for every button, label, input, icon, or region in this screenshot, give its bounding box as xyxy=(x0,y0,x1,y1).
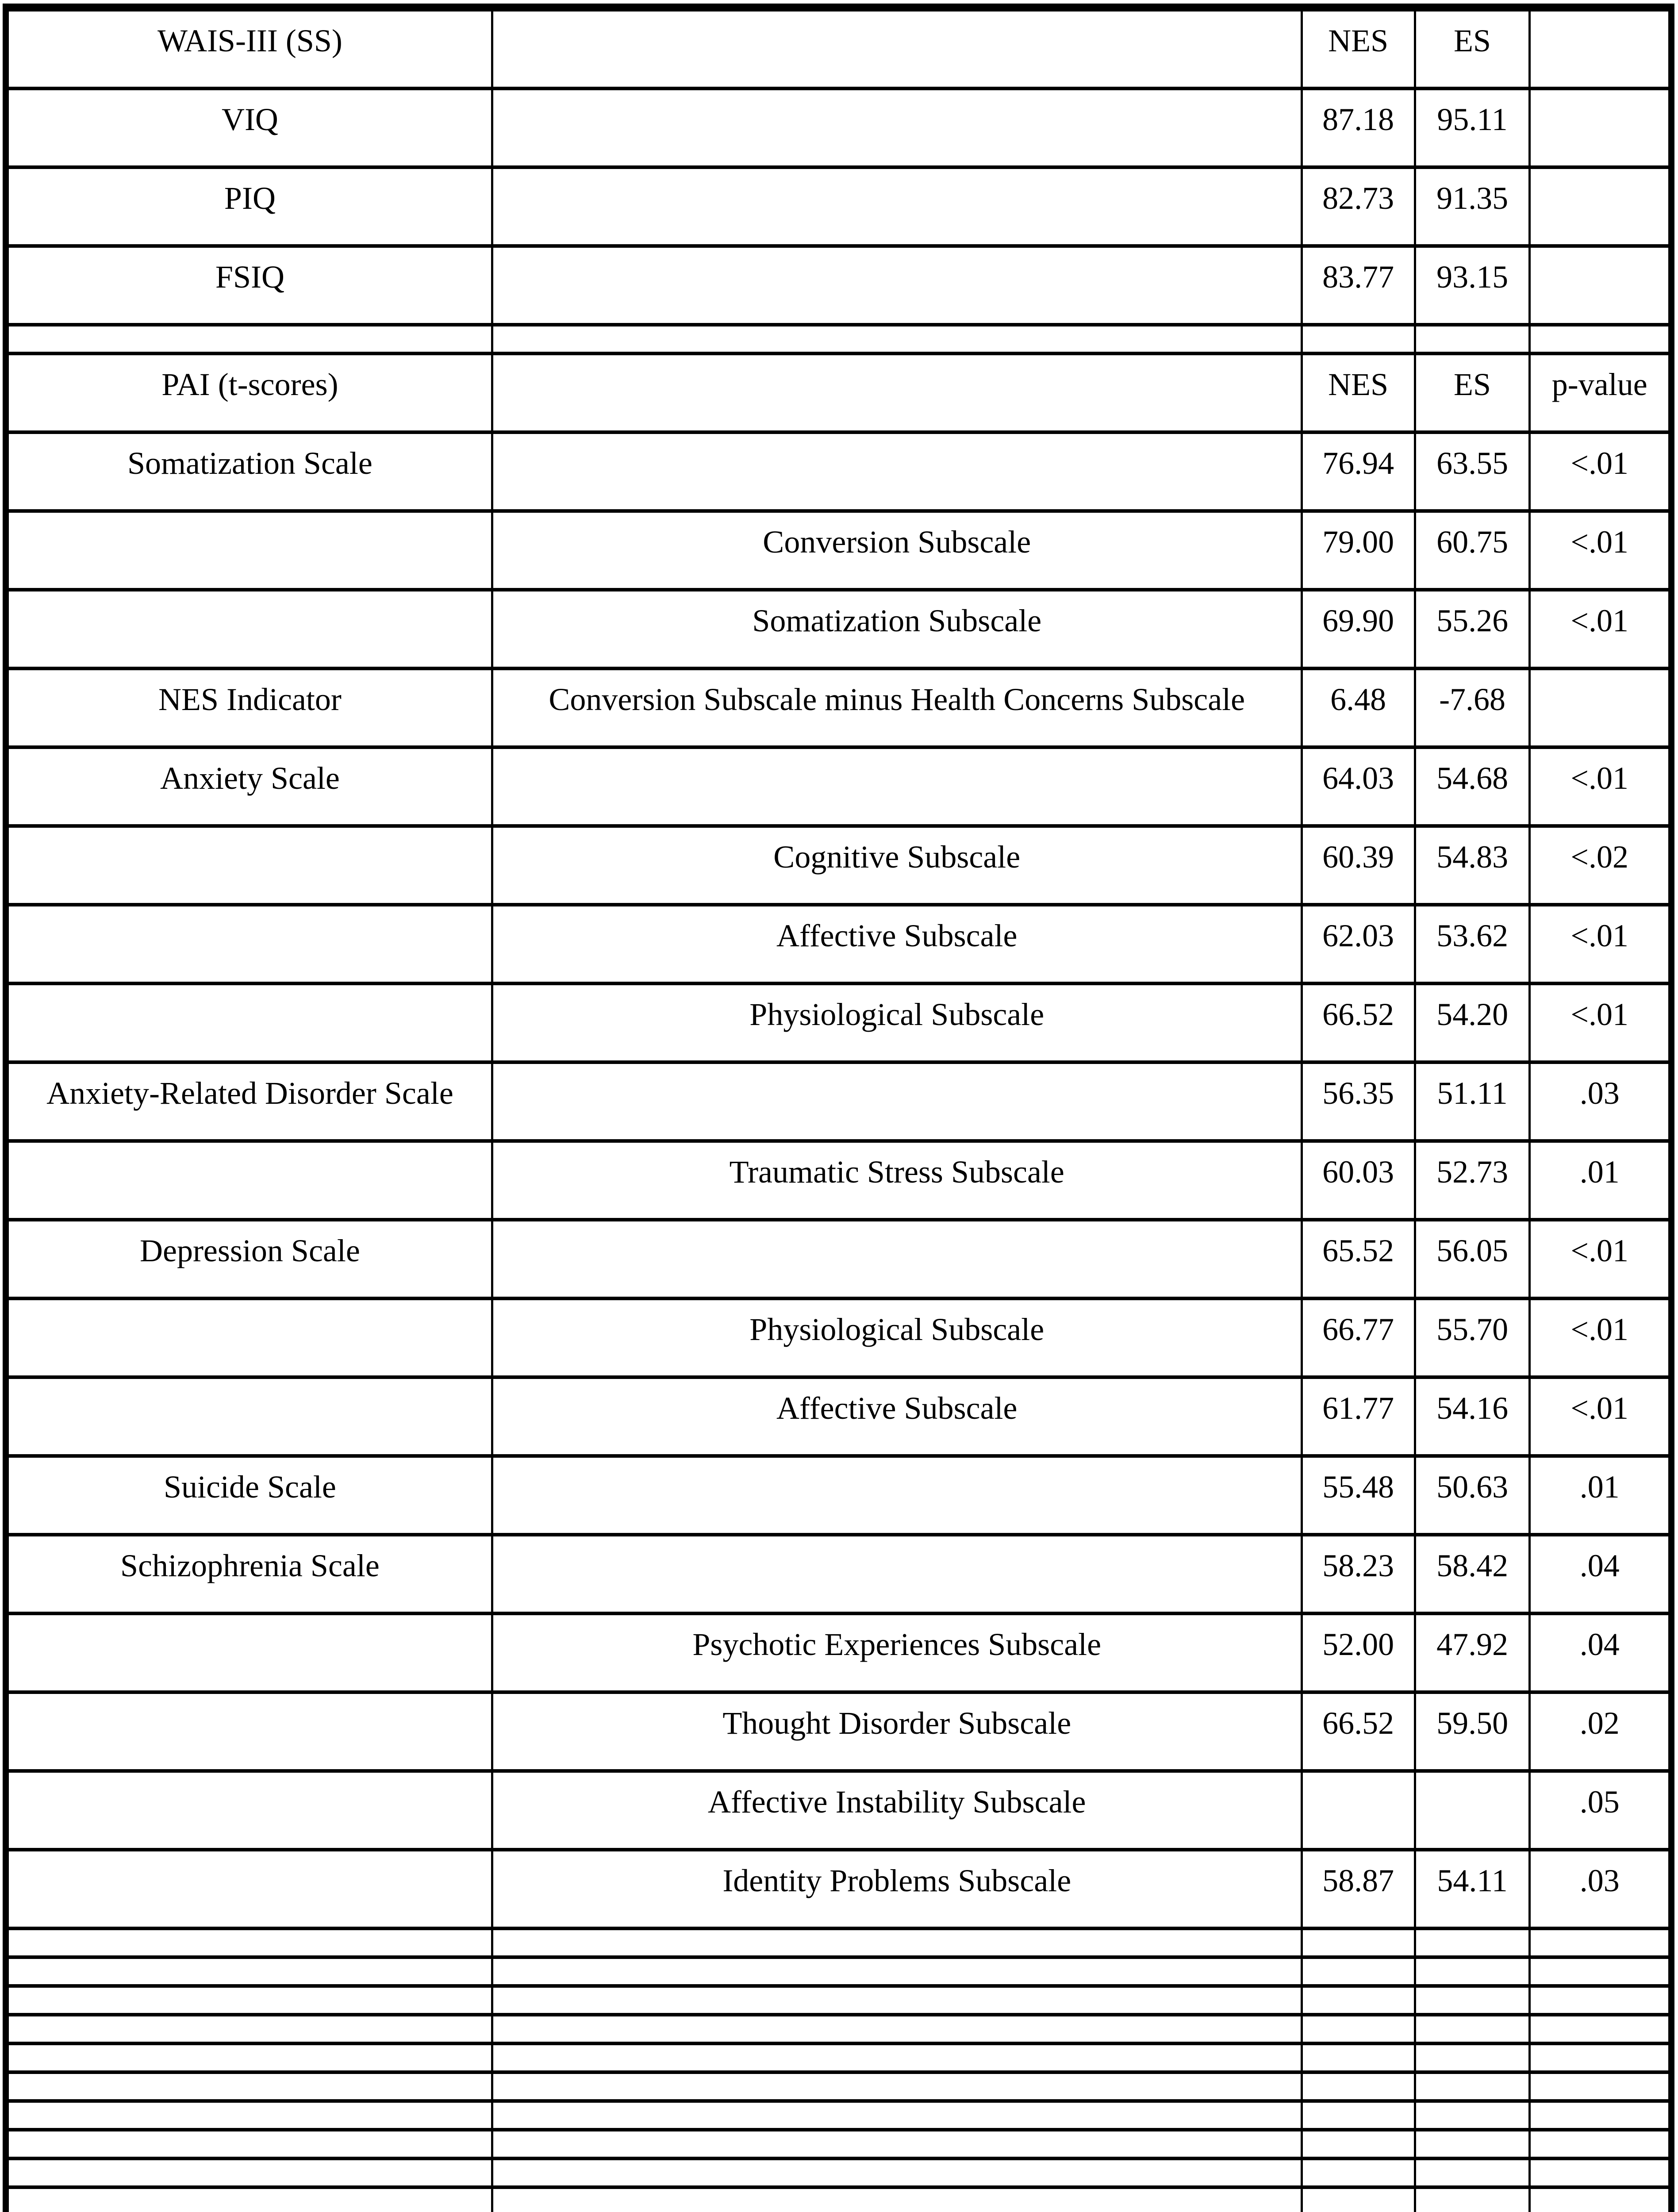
cell-es: 51.11 xyxy=(1415,1062,1530,1141)
cell-subscale: Psychotic Experiences Subscale xyxy=(492,1613,1302,1692)
cell-subscale: Affective Instability Subscale xyxy=(492,1771,1302,1850)
cell-scale: Somatization Scale xyxy=(6,432,492,511)
table-row xyxy=(6,1850,1671,1928)
cell-es: 59.50 xyxy=(1415,1692,1530,1771)
cell-pvalue: .01 xyxy=(1530,1456,1671,1535)
cell-es: 60.75 xyxy=(1415,511,1530,590)
cell-subscale xyxy=(492,1220,1302,1298)
cell-nes: 66.77 xyxy=(1302,1298,1415,1377)
cell-pvalue: <.01 xyxy=(1530,905,1671,983)
table-row xyxy=(6,905,1671,983)
cell-scale: PIQ xyxy=(6,167,492,246)
cell-pvalue: <.01 xyxy=(1530,511,1671,590)
cell-pvalue xyxy=(1530,2043,1671,2072)
cell-scale xyxy=(6,2101,492,2130)
spacer-row xyxy=(6,325,1671,353)
cell-es: 91.35 xyxy=(1415,167,1530,246)
cell-es: ES xyxy=(1415,8,1530,88)
cell-subscale: Somatization Subscale xyxy=(492,590,1302,668)
cell-subscale xyxy=(492,432,1302,511)
cell-es: 52.73 xyxy=(1415,1141,1530,1220)
cell-scale xyxy=(6,2187,492,2212)
cell-subscale xyxy=(492,2158,1302,2187)
cell-subscale: Traumatic Stress Subscale xyxy=(492,1141,1302,1220)
cell-scale xyxy=(6,1957,492,1986)
cell-subscale xyxy=(492,1928,1302,1957)
cell-pvalue xyxy=(1530,668,1671,747)
cell-subscale: Identity Problems Subscale xyxy=(492,1850,1302,1928)
cell-scale: Anxiety Scale xyxy=(6,747,492,826)
cell-nes xyxy=(1302,1928,1415,1957)
spacer-row xyxy=(6,2130,1671,2158)
cell-scale: FSIQ xyxy=(6,246,492,325)
cell-es: -7.68 xyxy=(1415,668,1530,747)
cell-nes: 69.90 xyxy=(1302,590,1415,668)
cell-es: 50.63 xyxy=(1415,1456,1530,1535)
cell-pvalue xyxy=(1530,2158,1671,2187)
cell-nes xyxy=(1302,1957,1415,1986)
cell-pvalue xyxy=(1530,1928,1671,1957)
cell-scale: Suicide Scale xyxy=(6,1456,492,1535)
spacer-row xyxy=(6,1957,1671,1986)
cell-nes: 52.00 xyxy=(1302,1613,1415,1692)
cell-es: 55.26 xyxy=(1415,590,1530,668)
cell-es xyxy=(1415,1928,1530,1957)
table-row xyxy=(6,1771,1671,1850)
cell-scale xyxy=(6,325,492,353)
cell-subscale: Affective Subscale xyxy=(492,1377,1302,1456)
cell-subscale: Thought Disorder Subscale xyxy=(492,1692,1302,1771)
cell-nes xyxy=(1302,325,1415,353)
table-row xyxy=(6,511,1671,590)
cell-es xyxy=(1415,1771,1530,1850)
cell-es: 56.05 xyxy=(1415,1220,1530,1298)
cell-es xyxy=(1415,1957,1530,1986)
cell-scale xyxy=(6,1377,492,1456)
cell-scale xyxy=(6,905,492,983)
cell-nes: 66.52 xyxy=(1302,1692,1415,1771)
cell-nes: 58.87 xyxy=(1302,1850,1415,1928)
cell-subscale: Cognitive Subscale xyxy=(492,826,1302,905)
table-row xyxy=(6,1456,1671,1535)
cell-nes: 87.18 xyxy=(1302,88,1415,167)
cell-pvalue xyxy=(1530,1986,1671,2015)
cell-pvalue: .03 xyxy=(1530,1062,1671,1141)
cell-pvalue: <.01 xyxy=(1530,1220,1671,1298)
cell-scale xyxy=(6,1692,492,1771)
spacer-row xyxy=(6,1986,1671,2015)
table-row xyxy=(6,246,1671,325)
cell-pvalue xyxy=(1530,88,1671,167)
cell-pvalue: <.01 xyxy=(1530,1298,1671,1377)
table-row xyxy=(6,1535,1671,1613)
cell-subscale xyxy=(492,2015,1302,2043)
cell-nes: 76.94 xyxy=(1302,432,1415,511)
cell-scale xyxy=(6,1850,492,1928)
cell-pvalue: .05 xyxy=(1530,1771,1671,1850)
cell-pvalue: .04 xyxy=(1530,1535,1671,1613)
cell-es xyxy=(1415,2043,1530,2072)
cell-subscale xyxy=(492,325,1302,353)
results-table xyxy=(3,4,1674,2212)
cell-pvalue xyxy=(1530,167,1671,246)
cell-nes: 79.00 xyxy=(1302,511,1415,590)
cell-pvalue: .01 xyxy=(1530,1141,1671,1220)
cell-es xyxy=(1415,2072,1530,2101)
cell-es xyxy=(1415,2187,1530,2212)
spacer-row xyxy=(6,2015,1671,2043)
cell-pvalue xyxy=(1530,2187,1671,2212)
cell-subscale: Physiological Subscale xyxy=(492,1298,1302,1377)
table-row xyxy=(6,1692,1671,1771)
cell-pvalue: p-value xyxy=(1530,353,1671,432)
cell-es xyxy=(1415,2015,1530,2043)
cell-es xyxy=(1415,325,1530,353)
cell-nes xyxy=(1302,2072,1415,2101)
table-row xyxy=(6,590,1671,668)
cell-scale xyxy=(6,2158,492,2187)
cell-subscale xyxy=(492,747,1302,826)
cell-nes: NES xyxy=(1302,8,1415,88)
cell-pvalue: <.01 xyxy=(1530,747,1671,826)
cell-scale xyxy=(6,2015,492,2043)
cell-es: 47.92 xyxy=(1415,1613,1530,1692)
cell-es: 93.15 xyxy=(1415,246,1530,325)
cell-nes: 6.48 xyxy=(1302,668,1415,747)
cell-scale xyxy=(6,511,492,590)
cell-scale: WAIS-III (SS) xyxy=(6,8,492,88)
cell-subscale xyxy=(492,1957,1302,1986)
spacer-row xyxy=(6,2101,1671,2130)
cell-pvalue: .04 xyxy=(1530,1613,1671,1692)
cell-scale xyxy=(6,2072,492,2101)
cell-es: 54.20 xyxy=(1415,983,1530,1062)
cell-subscale xyxy=(492,88,1302,167)
cell-pvalue: <.01 xyxy=(1530,1377,1671,1456)
cell-scale xyxy=(6,1928,492,1957)
cell-nes xyxy=(1302,2130,1415,2158)
cell-scale: Schizophrenia Scale xyxy=(6,1535,492,1613)
table-row xyxy=(6,1062,1671,1141)
cell-subscale: Affective Subscale xyxy=(492,905,1302,983)
cell-es: 53.62 xyxy=(1415,905,1530,983)
cell-es xyxy=(1415,1986,1530,2015)
cell-subscale xyxy=(492,1986,1302,2015)
cell-scale: PAI (t-scores) xyxy=(6,353,492,432)
cell-pvalue xyxy=(1530,325,1671,353)
cell-subscale: Conversion Subscale xyxy=(492,511,1302,590)
cell-pvalue xyxy=(1530,2072,1671,2101)
cell-pvalue xyxy=(1530,246,1671,325)
cell-scale xyxy=(6,1771,492,1850)
cell-scale xyxy=(6,1613,492,1692)
cell-nes: NES xyxy=(1302,353,1415,432)
table-row xyxy=(6,668,1671,747)
spacer-row xyxy=(6,2187,1671,2212)
table-row xyxy=(6,983,1671,1062)
cell-subscale xyxy=(492,1062,1302,1141)
cell-es: 54.11 xyxy=(1415,1850,1530,1928)
cell-nes: 83.77 xyxy=(1302,246,1415,325)
cell-scale xyxy=(6,983,492,1062)
table-row xyxy=(6,88,1671,167)
table-row xyxy=(6,1141,1671,1220)
cell-subscale xyxy=(492,1535,1302,1613)
cell-es: 54.83 xyxy=(1415,826,1530,905)
table-row xyxy=(6,1220,1671,1298)
cell-nes: 66.52 xyxy=(1302,983,1415,1062)
cell-pvalue xyxy=(1530,2101,1671,2130)
cell-nes: 64.03 xyxy=(1302,747,1415,826)
cell-subscale: Conversion Subscale minus Health Concerns Subscale xyxy=(492,668,1302,747)
cell-pvalue xyxy=(1530,1957,1671,1986)
cell-es: 63.55 xyxy=(1415,432,1530,511)
cell-es xyxy=(1415,2101,1530,2130)
spacer-row xyxy=(6,2158,1671,2187)
cell-es: 54.16 xyxy=(1415,1377,1530,1456)
cell-nes xyxy=(1302,1986,1415,2015)
cell-pvalue: <.01 xyxy=(1530,432,1671,511)
spacer-row xyxy=(6,1928,1671,1957)
cell-subscale: Physiological Subscale xyxy=(492,983,1302,1062)
cell-subscale xyxy=(492,2072,1302,2101)
spacer-row xyxy=(6,2043,1671,2072)
cell-pvalue xyxy=(1530,8,1671,88)
spacer-row xyxy=(6,2072,1671,2101)
cell-subscale xyxy=(492,2043,1302,2072)
cell-scale xyxy=(6,2043,492,2072)
cell-nes xyxy=(1302,2187,1415,2212)
cell-subscale xyxy=(492,2101,1302,2130)
cell-nes: 62.03 xyxy=(1302,905,1415,983)
results-table-body xyxy=(6,8,1671,2212)
cell-pvalue: .02 xyxy=(1530,1692,1671,1771)
cell-subscale xyxy=(492,8,1302,88)
cell-nes: 82.73 xyxy=(1302,167,1415,246)
cell-scale xyxy=(6,1141,492,1220)
cell-nes xyxy=(1302,1771,1415,1850)
cell-subscale xyxy=(492,167,1302,246)
cell-scale xyxy=(6,1986,492,2015)
table-row xyxy=(6,747,1671,826)
cell-es: ES xyxy=(1415,353,1530,432)
table-row xyxy=(6,167,1671,246)
cell-pvalue: <.02 xyxy=(1530,826,1671,905)
cell-nes xyxy=(1302,2158,1415,2187)
cell-scale xyxy=(6,2130,492,2158)
cell-es: 54.68 xyxy=(1415,747,1530,826)
cell-nes: 61.77 xyxy=(1302,1377,1415,1456)
table-row xyxy=(6,826,1671,905)
table-row xyxy=(6,353,1671,432)
cell-pvalue: .03 xyxy=(1530,1850,1671,1928)
cell-es: 55.70 xyxy=(1415,1298,1530,1377)
cell-es: 95.11 xyxy=(1415,88,1530,167)
results-table-container xyxy=(3,4,1674,1898)
cell-pvalue xyxy=(1530,2130,1671,2158)
cell-nes xyxy=(1302,2043,1415,2072)
cell-scale: Depression Scale xyxy=(6,1220,492,1298)
cell-es xyxy=(1415,2158,1530,2187)
cell-pvalue: <.01 xyxy=(1530,983,1671,1062)
cell-nes: 60.39 xyxy=(1302,826,1415,905)
cell-nes xyxy=(1302,2015,1415,2043)
cell-subscale xyxy=(492,2187,1302,2212)
cell-scale xyxy=(6,590,492,668)
cell-subscale xyxy=(492,1456,1302,1535)
table-row xyxy=(6,1377,1671,1456)
cell-scale xyxy=(6,1298,492,1377)
cell-subscale xyxy=(492,246,1302,325)
cell-scale: NES Indicator xyxy=(6,668,492,747)
cell-nes: 60.03 xyxy=(1302,1141,1415,1220)
cell-nes: 56.35 xyxy=(1302,1062,1415,1141)
cell-subscale xyxy=(492,2130,1302,2158)
cell-subscale xyxy=(492,353,1302,432)
table-row xyxy=(6,1613,1671,1692)
cell-scale xyxy=(6,826,492,905)
cell-scale: Anxiety-Related Disorder Scale xyxy=(6,1062,492,1141)
table-row xyxy=(6,1298,1671,1377)
table-row xyxy=(6,432,1671,511)
cell-scale: VIQ xyxy=(6,88,492,167)
cell-pvalue: <.01 xyxy=(1530,590,1671,668)
cell-es xyxy=(1415,2130,1530,2158)
cell-pvalue xyxy=(1530,2015,1671,2043)
table-row xyxy=(6,8,1671,88)
cell-nes xyxy=(1302,2101,1415,2130)
cell-es: 58.42 xyxy=(1415,1535,1530,1613)
cell-nes: 58.23 xyxy=(1302,1535,1415,1613)
cell-nes: 55.48 xyxy=(1302,1456,1415,1535)
cell-nes: 65.52 xyxy=(1302,1220,1415,1298)
